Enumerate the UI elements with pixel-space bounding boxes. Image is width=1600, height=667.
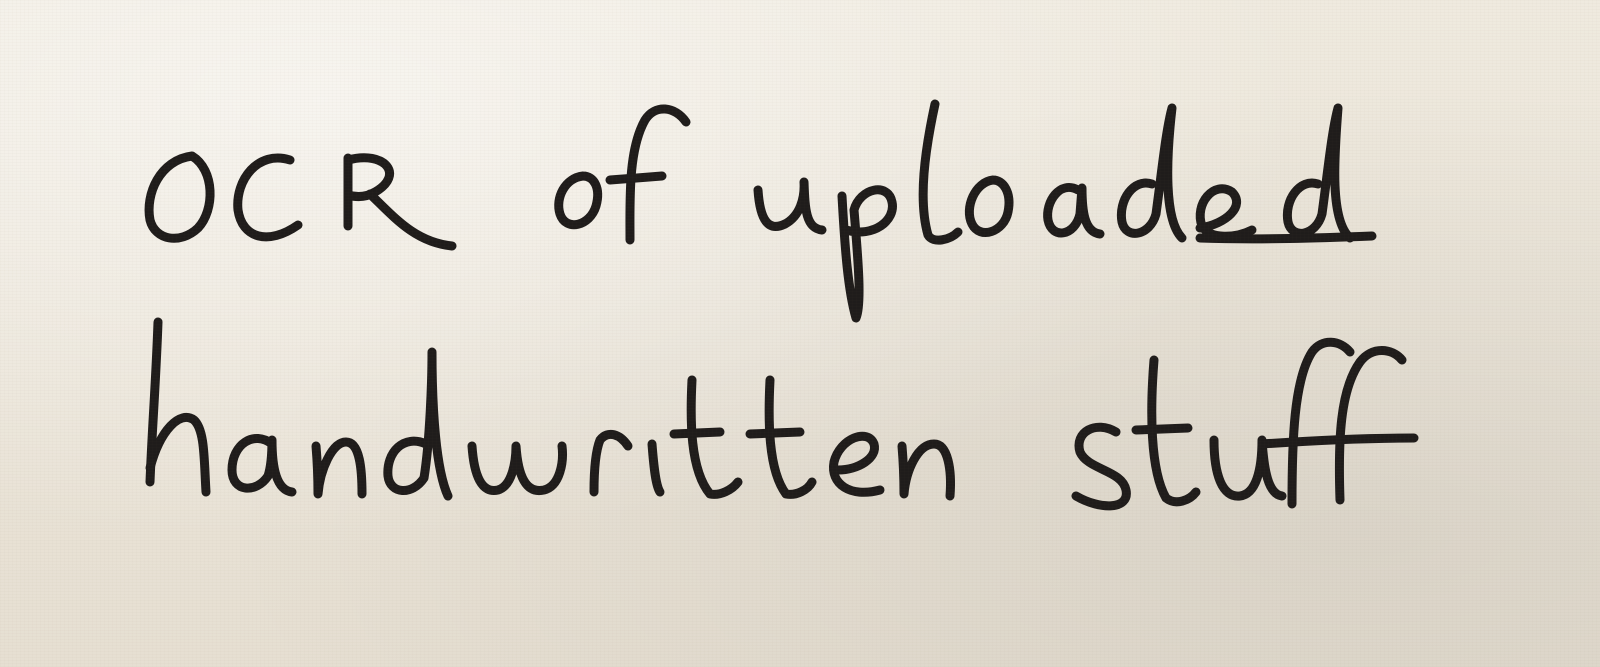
word-uploaded (758, 104, 1372, 318)
word-stuff (1076, 342, 1414, 506)
word-of (559, 109, 686, 240)
word-ocr (149, 156, 452, 246)
word-handwritten (150, 322, 950, 496)
